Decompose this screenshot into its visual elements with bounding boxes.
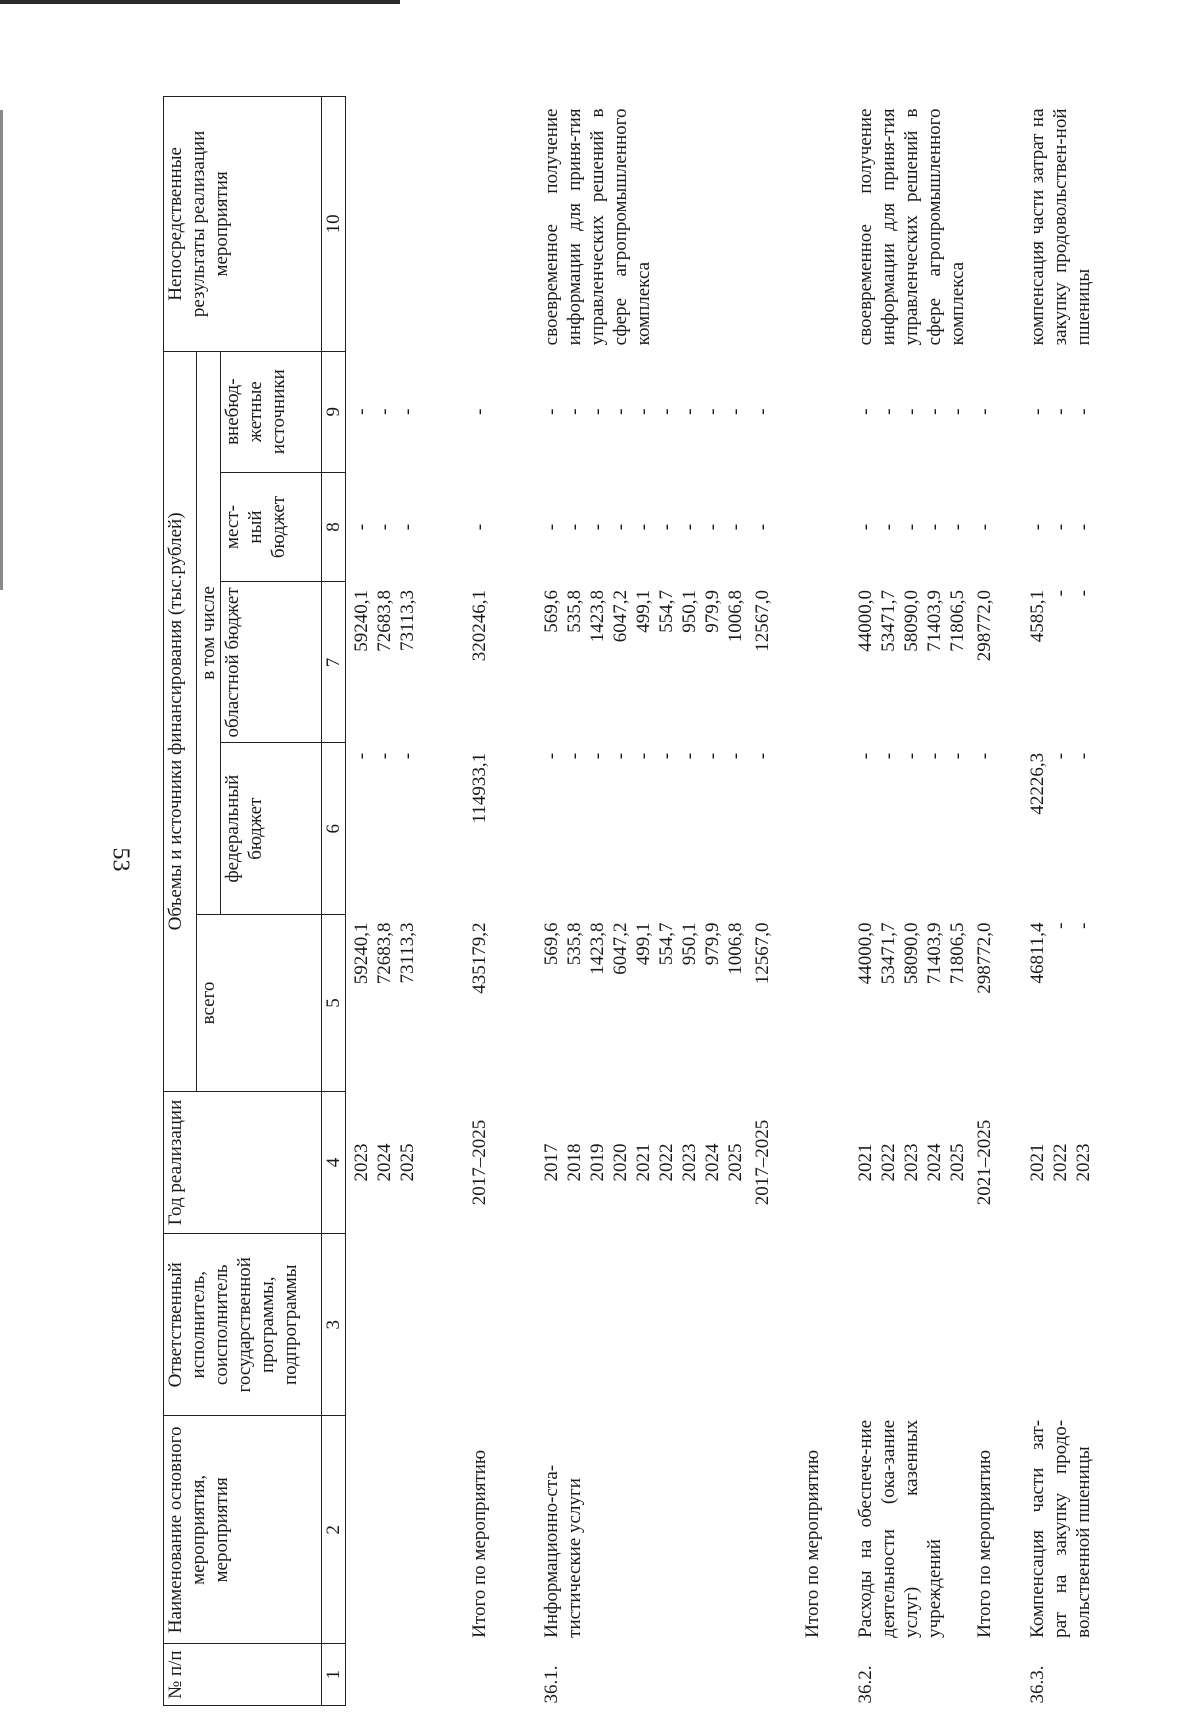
total-local: - (974, 523, 995, 531)
total-label: Итого по мероприятию (802, 1449, 823, 1638)
row-continued-years: 2023 2024 2025 (351, 1143, 418, 1182)
total-years: 2017–2025 (752, 1119, 773, 1206)
total-federal: - (752, 752, 773, 760)
index-1: 1 (322, 1644, 346, 1706)
row-local: - - - (1027, 523, 1094, 531)
total-extra: - (974, 408, 995, 415)
row-result: своевременное получение информации для приня-тия управленческих решений в сфере агропромышленного комплекса (855, 108, 968, 346)
header-regional: областной бюджет (221, 582, 322, 743)
row-number: 36.1. (541, 1665, 562, 1704)
row-number: 36.3. (1027, 1665, 1048, 1704)
row-federal: - - - - - (855, 752, 968, 760)
row-number: 36.2. (855, 1665, 876, 1704)
scan-edge-top (0, 0, 400, 4)
row-result: своевременное получение информации для приня-тия управленческих решений в сфере агропромышленного комплекса (541, 108, 654, 346)
index-10: 10 (322, 97, 346, 352)
total-local: - (752, 523, 773, 531)
row-total: 569,6 535,8 1423,8 6047,2 499,1 554,7 950,1 979,9 1006,8 (541, 922, 746, 975)
table-row (969, 97, 996, 1706)
row-years: 2021 2022 2023 2024 2025 (855, 1143, 968, 1182)
total-extra: - (752, 408, 773, 415)
index-5: 5 (322, 914, 346, 1091)
table-row (996, 97, 1095, 1706)
total-years: 2017–2025 (469, 1119, 490, 1206)
table-row (419, 97, 491, 1706)
row-local: - - - - - (855, 523, 968, 531)
table-row (346, 97, 420, 1706)
row-extra: - - - - - (855, 408, 968, 415)
row-result: компенсация части затрат на закупку продовольствен-ной пшеницы (1027, 108, 1094, 346)
table-row (824, 97, 969, 1706)
row-name: Расходы на обеспече-ние деятельности (ока-зание услуг) казенных учреждений (855, 1419, 945, 1638)
header-executor: Ответственный исполнитель, соисполнитель государственной программы, подпрограммы (164, 1234, 322, 1416)
row-continued-extra: - - - (351, 408, 418, 415)
total-sum: 12567,0 (752, 922, 773, 985)
total-regional: 12567,0 (752, 589, 773, 652)
row-extra: - - - (1027, 408, 1094, 415)
total-federal: 114933,1 (469, 752, 490, 824)
header-federal: федеральный бюджет (221, 743, 322, 915)
table-header (164, 97, 346, 1706)
total-regional: 298772,0 (974, 589, 995, 662)
total-regional: 320246,1 (469, 589, 490, 662)
index-6: 6 (322, 743, 346, 915)
table-row (747, 97, 824, 1706)
funding-table (163, 96, 1095, 1706)
index-2: 2 (322, 1416, 346, 1644)
row-total: 46811,4 - - (1027, 922, 1094, 984)
total-sum: 298772,0 (974, 922, 995, 994)
row-regional: 4585,1 - - (1027, 589, 1094, 643)
rotated-page (163, 96, 1200, 1706)
index-3: 3 (322, 1234, 346, 1416)
header-extra: внебюд- жетные источники (221, 351, 322, 472)
header-year: Год реализации (164, 1091, 322, 1233)
total-federal: - (974, 752, 995, 760)
table-row (491, 97, 747, 1706)
row-continued-regional: 59240,1 72683,8 73113,3 (351, 589, 418, 652)
total-sum: 435179,2 (469, 922, 490, 994)
row-federal: - - - - - - - - - (541, 752, 746, 760)
header-results: Непосредственные результаты реализации мероприятия (164, 97, 322, 352)
total-local: - (469, 523, 490, 531)
header-local: мест- ный бюджет (221, 472, 322, 582)
row-regional: 569,6 535,8 1423,8 6047,2 499,1 554,7 950,1 979,9 1006,8 (541, 589, 746, 643)
row-total: 44000,0 53471,7 58090,0 71403,9 71806,5 (855, 922, 968, 985)
index-7: 7 (322, 582, 346, 743)
row-continued-federal: - - - (351, 752, 418, 760)
table-body (346, 97, 1096, 1706)
total-years: 2021–2025 (974, 1119, 995, 1206)
row-name: Информационно-ста- тистические услуги (541, 1464, 585, 1638)
row-years: 2021 2022 2023 (1027, 1143, 1094, 1182)
header-including: в том числе (197, 351, 221, 914)
page-number: 53 (107, 847, 134, 872)
header-funding: Объемы и источники финансирования (тыс.рублей) (164, 351, 197, 1091)
row-name: Компенсация части зат-рат на закупку продо-вольственной пшеницы (1027, 1419, 1094, 1638)
row-federal: 42226,3 - - (1027, 752, 1094, 815)
header-number: № п/п (164, 1644, 322, 1706)
index-4: 4 (322, 1091, 346, 1233)
row-regional: 44000,0 53471,7 58090,0 71403,9 71806,5 (855, 589, 968, 652)
total-label: Итого по мероприятию (974, 1449, 995, 1638)
total-extra: - (469, 408, 490, 415)
row-continued-total: 59240,1 72683,8 73113,3 (351, 922, 418, 985)
header-name: Наименование основного мероприятия, мероприятия (164, 1416, 322, 1644)
index-8: 8 (322, 472, 346, 582)
row-years: 2017 2018 2019 2020 2021 2022 2023 2024 2025 (541, 1143, 746, 1182)
header-total: всего (197, 914, 322, 1091)
index-9: 9 (322, 351, 346, 472)
row-extra: - - - - - - - - - (541, 408, 746, 415)
row-continued-local: - - - (351, 523, 418, 531)
scan-edge-left (0, 110, 3, 590)
row-local: - - - - - - - - - (541, 523, 746, 531)
total-label: Итого по мероприятию (469, 1449, 490, 1638)
